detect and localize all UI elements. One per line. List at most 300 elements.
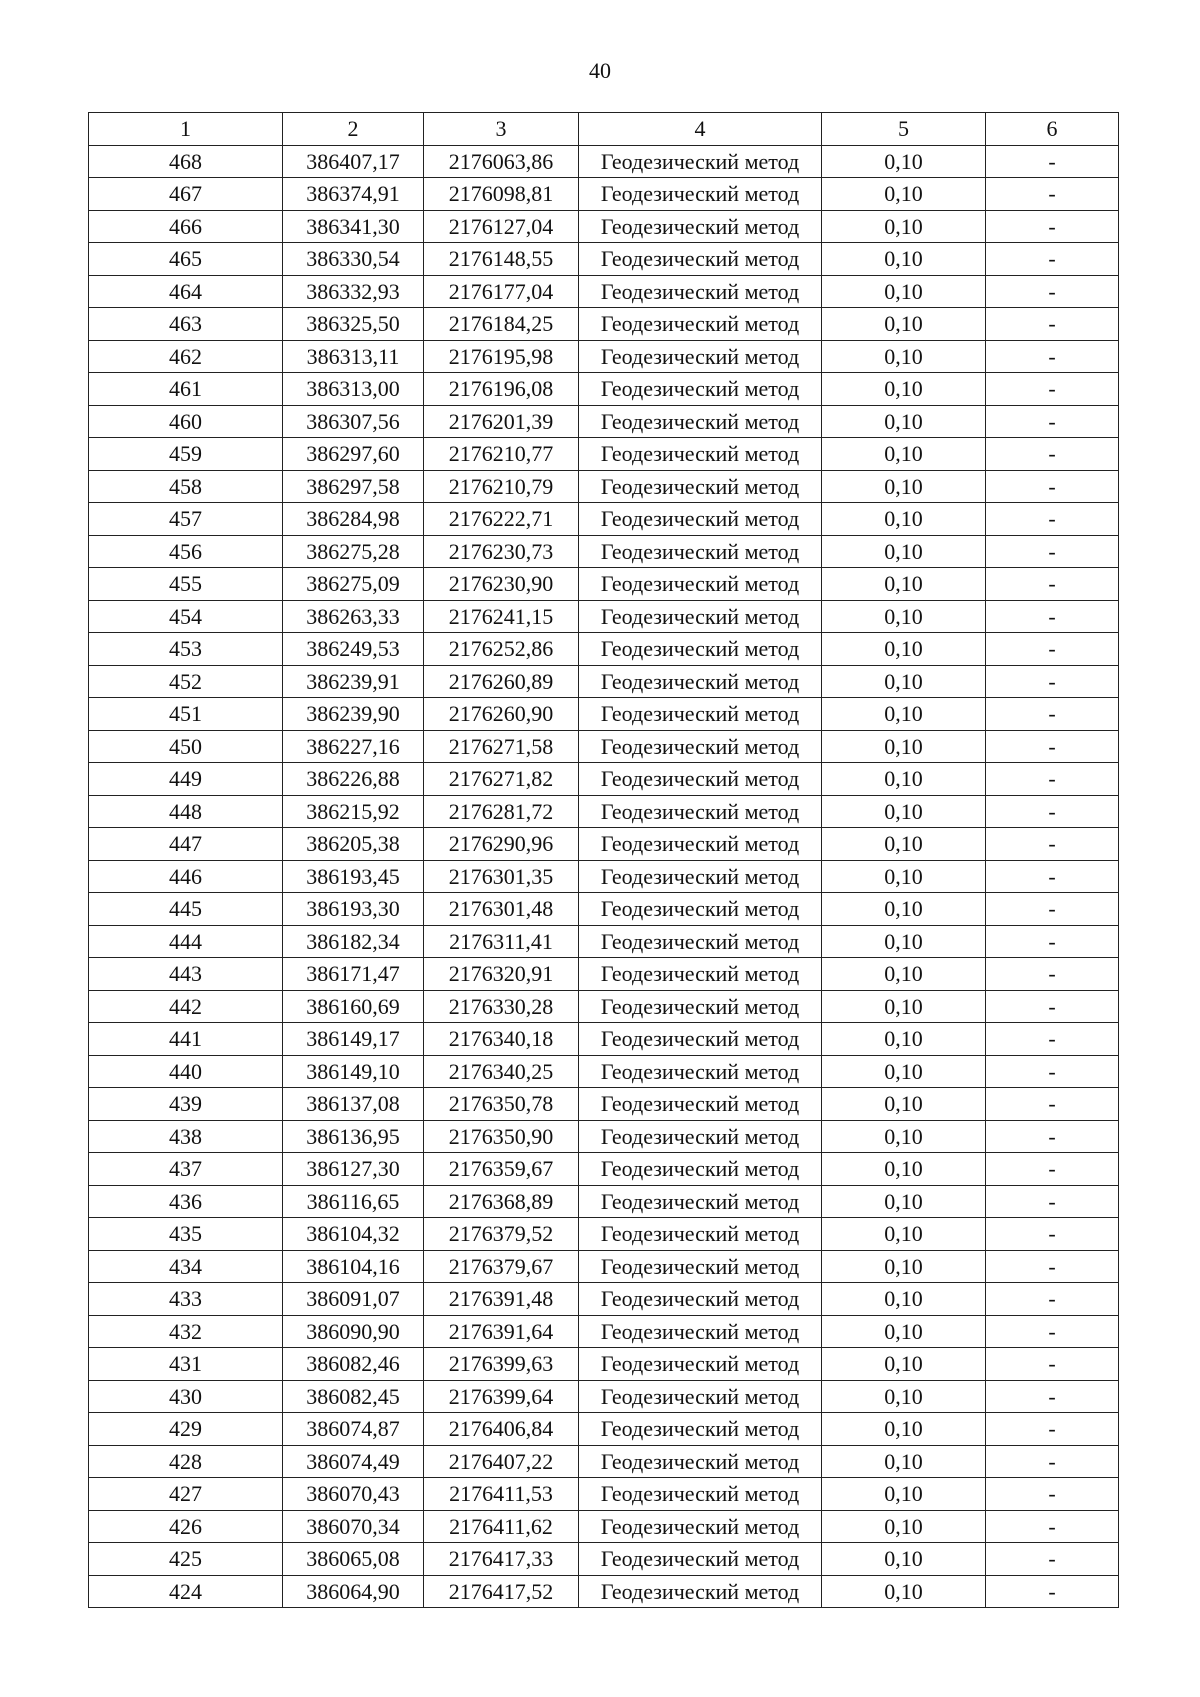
point-number-cell: 438 — [89, 1120, 283, 1153]
column-header: 5 — [822, 113, 986, 146]
accuracy-cell: 0,10 — [822, 340, 986, 373]
note-cell: - — [986, 1510, 1119, 1543]
accuracy-cell: 0,10 — [822, 1023, 986, 1056]
accuracy-cell: 0,10 — [822, 210, 986, 243]
accuracy-cell: 0,10 — [822, 373, 986, 406]
x-coordinate-cell: 386074,87 — [283, 1413, 424, 1446]
table-row — [89, 470, 1119, 503]
method-cell: Геодезический метод — [579, 405, 822, 438]
y-coordinate-cell: 2176222,71 — [424, 503, 579, 536]
method-cell: Геодезический метод — [579, 1153, 822, 1186]
point-number-cell: 429 — [89, 1413, 283, 1446]
y-coordinate-cell: 2176196,08 — [424, 373, 579, 406]
accuracy-cell: 0,10 — [822, 1575, 986, 1608]
x-coordinate-cell: 386330,54 — [283, 243, 424, 276]
method-cell: Геодезический метод — [579, 1478, 822, 1511]
accuracy-cell: 0,10 — [822, 275, 986, 308]
note-cell: - — [986, 1088, 1119, 1121]
table-row — [89, 1413, 1119, 1446]
accuracy-cell: 0,10 — [822, 828, 986, 861]
table-row — [89, 1250, 1119, 1283]
x-coordinate-cell: 386307,56 — [283, 405, 424, 438]
accuracy-cell: 0,10 — [822, 633, 986, 666]
table-row — [89, 1088, 1119, 1121]
y-coordinate-cell: 2176271,58 — [424, 730, 579, 763]
table-row — [89, 503, 1119, 536]
y-coordinate-cell: 2176350,78 — [424, 1088, 579, 1121]
note-cell: - — [986, 925, 1119, 958]
x-coordinate-cell: 386160,69 — [283, 990, 424, 1023]
point-number-cell: 426 — [89, 1510, 283, 1543]
note-cell: - — [986, 340, 1119, 373]
column-header: 1 — [89, 113, 283, 146]
x-coordinate-cell: 386263,33 — [283, 600, 424, 633]
table-row — [89, 860, 1119, 893]
point-number-cell: 434 — [89, 1250, 283, 1283]
accuracy-cell: 0,10 — [822, 1380, 986, 1413]
method-cell: Геодезический метод — [579, 1380, 822, 1413]
accuracy-cell: 0,10 — [822, 470, 986, 503]
point-number-cell: 450 — [89, 730, 283, 763]
y-coordinate-cell: 2176340,18 — [424, 1023, 579, 1056]
note-cell: - — [986, 958, 1119, 991]
accuracy-cell: 0,10 — [822, 1445, 986, 1478]
accuracy-cell: 0,10 — [822, 795, 986, 828]
note-cell: - — [986, 795, 1119, 828]
accuracy-cell: 0,10 — [822, 145, 986, 178]
x-coordinate-cell: 386070,34 — [283, 1510, 424, 1543]
x-coordinate-cell: 386182,34 — [283, 925, 424, 958]
x-coordinate-cell: 386226,88 — [283, 763, 424, 796]
method-cell: Геодезический метод — [579, 600, 822, 633]
note-cell: - — [986, 243, 1119, 276]
x-coordinate-cell: 386116,65 — [283, 1185, 424, 1218]
point-number-cell: 431 — [89, 1348, 283, 1381]
note-cell: - — [986, 1380, 1119, 1413]
table-row — [89, 1283, 1119, 1316]
y-coordinate-cell: 2176260,89 — [424, 665, 579, 698]
y-coordinate-cell: 2176252,86 — [424, 633, 579, 666]
accuracy-cell: 0,10 — [822, 1348, 986, 1381]
point-number-cell: 427 — [89, 1478, 283, 1511]
note-cell: - — [986, 405, 1119, 438]
note-cell: - — [986, 568, 1119, 601]
y-coordinate-cell: 2176301,48 — [424, 893, 579, 926]
x-coordinate-cell: 386082,46 — [283, 1348, 424, 1381]
y-coordinate-cell: 2176399,64 — [424, 1380, 579, 1413]
accuracy-cell: 0,10 — [822, 763, 986, 796]
table-row — [89, 893, 1119, 926]
accuracy-cell: 0,10 — [822, 178, 986, 211]
point-number-cell: 463 — [89, 308, 283, 341]
y-coordinate-cell: 2176330,28 — [424, 990, 579, 1023]
method-cell: Геодезический метод — [579, 1348, 822, 1381]
note-cell: - — [986, 210, 1119, 243]
accuracy-cell: 0,10 — [822, 600, 986, 633]
method-cell: Геодезический метод — [579, 990, 822, 1023]
table-row — [89, 1023, 1119, 1056]
header-row — [89, 113, 1119, 146]
method-cell: Геодезический метод — [579, 665, 822, 698]
method-cell: Геодезический метод — [579, 568, 822, 601]
accuracy-cell: 0,10 — [822, 893, 986, 926]
method-cell: Геодезический метод — [579, 730, 822, 763]
note-cell: - — [986, 1283, 1119, 1316]
table-row — [89, 210, 1119, 243]
method-cell: Геодезический метод — [579, 958, 822, 991]
y-coordinate-cell: 2176379,52 — [424, 1218, 579, 1251]
y-coordinate-cell: 2176098,81 — [424, 178, 579, 211]
accuracy-cell: 0,10 — [822, 1478, 986, 1511]
x-coordinate-cell: 386104,16 — [283, 1250, 424, 1283]
point-number-cell: 432 — [89, 1315, 283, 1348]
note-cell: - — [986, 1250, 1119, 1283]
column-header: 3 — [424, 113, 579, 146]
method-cell: Геодезический метод — [579, 1445, 822, 1478]
method-cell: Геодезический метод — [579, 795, 822, 828]
method-cell: Геодезический метод — [579, 828, 822, 861]
note-cell: - — [986, 145, 1119, 178]
x-coordinate-cell: 386065,08 — [283, 1543, 424, 1576]
column-header: 6 — [986, 113, 1119, 146]
y-coordinate-cell: 2176411,53 — [424, 1478, 579, 1511]
y-coordinate-cell: 2176195,98 — [424, 340, 579, 373]
point-number-cell: 457 — [89, 503, 283, 536]
table-row — [89, 730, 1119, 763]
x-coordinate-cell: 386297,58 — [283, 470, 424, 503]
note-cell: - — [986, 1185, 1119, 1218]
accuracy-cell: 0,10 — [822, 1120, 986, 1153]
x-coordinate-cell: 386313,00 — [283, 373, 424, 406]
note-cell: - — [986, 308, 1119, 341]
y-coordinate-cell: 2176201,39 — [424, 405, 579, 438]
note-cell: - — [986, 1023, 1119, 1056]
table-row — [89, 1510, 1119, 1543]
y-coordinate-cell: 2176391,48 — [424, 1283, 579, 1316]
point-number-cell: 462 — [89, 340, 283, 373]
table-row — [89, 1218, 1119, 1251]
method-cell: Геодезический метод — [579, 1413, 822, 1446]
y-coordinate-cell: 2176391,64 — [424, 1315, 579, 1348]
x-coordinate-cell: 386149,10 — [283, 1055, 424, 1088]
method-cell: Геодезический метод — [579, 340, 822, 373]
x-coordinate-cell: 386297,60 — [283, 438, 424, 471]
y-coordinate-cell: 2176301,35 — [424, 860, 579, 893]
x-coordinate-cell: 386275,09 — [283, 568, 424, 601]
accuracy-cell: 0,10 — [822, 438, 986, 471]
x-coordinate-cell: 386064,90 — [283, 1575, 424, 1608]
x-coordinate-cell: 386374,91 — [283, 178, 424, 211]
note-cell: - — [986, 893, 1119, 926]
y-coordinate-cell: 2176063,86 — [424, 145, 579, 178]
x-coordinate-cell: 386407,17 — [283, 145, 424, 178]
note-cell: - — [986, 600, 1119, 633]
note-cell: - — [986, 1153, 1119, 1186]
method-cell: Геодезический метод — [579, 145, 822, 178]
note-cell: - — [986, 633, 1119, 666]
y-coordinate-cell: 2176368,89 — [424, 1185, 579, 1218]
x-coordinate-cell: 386332,93 — [283, 275, 424, 308]
table-row — [89, 925, 1119, 958]
note-cell: - — [986, 503, 1119, 536]
y-coordinate-cell: 2176230,90 — [424, 568, 579, 601]
x-coordinate-cell: 386149,17 — [283, 1023, 424, 1056]
y-coordinate-cell: 2176350,90 — [424, 1120, 579, 1153]
table-row — [89, 633, 1119, 666]
note-cell: - — [986, 1315, 1119, 1348]
x-coordinate-cell: 386082,45 — [283, 1380, 424, 1413]
point-number-cell: 468 — [89, 145, 283, 178]
y-coordinate-cell: 2176290,96 — [424, 828, 579, 861]
note-cell: - — [986, 1478, 1119, 1511]
note-cell: - — [986, 438, 1119, 471]
table-row — [89, 308, 1119, 341]
point-number-cell: 437 — [89, 1153, 283, 1186]
point-number-cell: 458 — [89, 470, 283, 503]
accuracy-cell: 0,10 — [822, 1055, 986, 1088]
accuracy-cell: 0,10 — [822, 1088, 986, 1121]
point-number-cell: 452 — [89, 665, 283, 698]
x-coordinate-cell: 386239,90 — [283, 698, 424, 731]
y-coordinate-cell: 2176311,41 — [424, 925, 579, 958]
method-cell: Геодезический метод — [579, 1088, 822, 1121]
note-cell: - — [986, 1055, 1119, 1088]
method-cell: Геодезический метод — [579, 1575, 822, 1608]
x-coordinate-cell: 386284,98 — [283, 503, 424, 536]
x-coordinate-cell: 386137,08 — [283, 1088, 424, 1121]
accuracy-cell: 0,10 — [822, 1153, 986, 1186]
accuracy-cell: 0,10 — [822, 990, 986, 1023]
method-cell: Геодезический метод — [579, 210, 822, 243]
point-number-cell: 435 — [89, 1218, 283, 1251]
method-cell: Геодезический метод — [579, 763, 822, 796]
note-cell: - — [986, 990, 1119, 1023]
accuracy-cell: 0,10 — [822, 1283, 986, 1316]
note-cell: - — [986, 860, 1119, 893]
column-header: 2 — [283, 113, 424, 146]
table-header — [89, 113, 1119, 146]
accuracy-cell: 0,10 — [822, 925, 986, 958]
y-coordinate-cell: 2176399,63 — [424, 1348, 579, 1381]
method-cell: Геодезический метод — [579, 535, 822, 568]
x-coordinate-cell: 386074,49 — [283, 1445, 424, 1478]
table-row — [89, 1055, 1119, 1088]
table-row — [89, 1153, 1119, 1186]
method-cell: Геодезический метод — [579, 633, 822, 666]
accuracy-cell: 0,10 — [822, 1218, 986, 1251]
note-cell: - — [986, 1120, 1119, 1153]
table-row — [89, 243, 1119, 276]
accuracy-cell: 0,10 — [822, 405, 986, 438]
y-coordinate-cell: 2176411,62 — [424, 1510, 579, 1543]
x-coordinate-cell: 386313,11 — [283, 340, 424, 373]
table-row — [89, 600, 1119, 633]
method-cell: Геодезический метод — [579, 1185, 822, 1218]
x-coordinate-cell: 386090,90 — [283, 1315, 424, 1348]
method-cell: Геодезический метод — [579, 275, 822, 308]
x-coordinate-cell: 386171,47 — [283, 958, 424, 991]
y-coordinate-cell: 2176210,77 — [424, 438, 579, 471]
note-cell: - — [986, 730, 1119, 763]
method-cell: Геодезический метод — [579, 1218, 822, 1251]
table-row — [89, 535, 1119, 568]
x-coordinate-cell: 386193,30 — [283, 893, 424, 926]
accuracy-cell: 0,10 — [822, 860, 986, 893]
y-coordinate-cell: 2176406,84 — [424, 1413, 579, 1446]
method-cell: Геодезический метод — [579, 698, 822, 731]
point-number-cell: 446 — [89, 860, 283, 893]
method-cell: Геодезический метод — [579, 470, 822, 503]
point-number-cell: 428 — [89, 1445, 283, 1478]
note-cell: - — [986, 698, 1119, 731]
y-coordinate-cell: 2176320,91 — [424, 958, 579, 991]
x-coordinate-cell: 386275,28 — [283, 535, 424, 568]
note-cell: - — [986, 178, 1119, 211]
table-row — [89, 1543, 1119, 1576]
point-number-cell: 424 — [89, 1575, 283, 1608]
table-row — [89, 1380, 1119, 1413]
x-coordinate-cell: 386215,92 — [283, 795, 424, 828]
note-cell: - — [986, 373, 1119, 406]
x-coordinate-cell: 386104,32 — [283, 1218, 424, 1251]
accuracy-cell: 0,10 — [822, 1315, 986, 1348]
point-number-cell: 467 — [89, 178, 283, 211]
table-row — [89, 373, 1119, 406]
point-number-cell: 461 — [89, 373, 283, 406]
table-row — [89, 958, 1119, 991]
point-number-cell: 433 — [89, 1283, 283, 1316]
note-cell: - — [986, 1575, 1119, 1608]
y-coordinate-cell: 2176417,52 — [424, 1575, 579, 1608]
accuracy-cell: 0,10 — [822, 1510, 986, 1543]
x-coordinate-cell: 386341,30 — [283, 210, 424, 243]
point-number-cell: 445 — [89, 893, 283, 926]
note-cell: - — [986, 1413, 1119, 1446]
y-coordinate-cell: 2176210,79 — [424, 470, 579, 503]
y-coordinate-cell: 2176230,73 — [424, 535, 579, 568]
point-number-cell: 451 — [89, 698, 283, 731]
point-number-cell: 443 — [89, 958, 283, 991]
method-cell: Геодезический метод — [579, 1510, 822, 1543]
point-number-cell: 442 — [89, 990, 283, 1023]
note-cell: - — [986, 535, 1119, 568]
table-row — [89, 795, 1119, 828]
accuracy-cell: 0,10 — [822, 243, 986, 276]
method-cell: Геодезический метод — [579, 373, 822, 406]
column-header: 4 — [579, 113, 822, 146]
point-number-cell: 459 — [89, 438, 283, 471]
x-coordinate-cell: 386070,43 — [283, 1478, 424, 1511]
table-row — [89, 568, 1119, 601]
point-number-cell: 439 — [89, 1088, 283, 1121]
method-cell: Геодезический метод — [579, 1250, 822, 1283]
y-coordinate-cell: 2176417,33 — [424, 1543, 579, 1576]
accuracy-cell: 0,10 — [822, 1543, 986, 1576]
accuracy-cell: 0,10 — [822, 958, 986, 991]
method-cell: Геодезический метод — [579, 503, 822, 536]
point-number-cell: 430 — [89, 1380, 283, 1413]
point-number-cell: 436 — [89, 1185, 283, 1218]
table-row — [89, 828, 1119, 861]
point-number-cell: 454 — [89, 600, 283, 633]
table-row — [89, 438, 1119, 471]
accuracy-cell: 0,10 — [822, 1250, 986, 1283]
x-coordinate-cell: 386136,95 — [283, 1120, 424, 1153]
x-coordinate-cell: 386193,45 — [283, 860, 424, 893]
point-number-cell: 453 — [89, 633, 283, 666]
point-number-cell: 448 — [89, 795, 283, 828]
accuracy-cell: 0,10 — [822, 730, 986, 763]
point-number-cell: 466 — [89, 210, 283, 243]
accuracy-cell: 0,10 — [822, 698, 986, 731]
method-cell: Геодезический метод — [579, 860, 822, 893]
accuracy-cell: 0,10 — [822, 568, 986, 601]
y-coordinate-cell: 2176260,90 — [424, 698, 579, 731]
table-row — [89, 1185, 1119, 1218]
x-coordinate-cell: 386091,07 — [283, 1283, 424, 1316]
point-number-cell: 455 — [89, 568, 283, 601]
table-body — [89, 145, 1119, 1608]
note-cell: - — [986, 470, 1119, 503]
note-cell: - — [986, 828, 1119, 861]
y-coordinate-cell: 2176127,04 — [424, 210, 579, 243]
x-coordinate-cell: 386227,16 — [283, 730, 424, 763]
table-row — [89, 1445, 1119, 1478]
y-coordinate-cell: 2176359,67 — [424, 1153, 579, 1186]
table-row — [89, 665, 1119, 698]
method-cell: Геодезический метод — [579, 178, 822, 211]
accuracy-cell: 0,10 — [822, 308, 986, 341]
accuracy-cell: 0,10 — [822, 503, 986, 536]
coordinates-table — [88, 112, 1119, 1608]
note-cell: - — [986, 275, 1119, 308]
point-number-cell: 425 — [89, 1543, 283, 1576]
point-number-cell: 465 — [89, 243, 283, 276]
point-number-cell: 447 — [89, 828, 283, 861]
method-cell: Геодезический метод — [579, 308, 822, 341]
x-coordinate-cell: 386249,53 — [283, 633, 424, 666]
method-cell: Геодезический метод — [579, 925, 822, 958]
x-coordinate-cell: 386205,38 — [283, 828, 424, 861]
accuracy-cell: 0,10 — [822, 1185, 986, 1218]
table-row — [89, 145, 1119, 178]
table-row — [89, 990, 1119, 1023]
note-cell: - — [986, 1218, 1119, 1251]
x-coordinate-cell: 386325,50 — [283, 308, 424, 341]
method-cell: Геодезический метод — [579, 1023, 822, 1056]
y-coordinate-cell: 2176177,04 — [424, 275, 579, 308]
accuracy-cell: 0,10 — [822, 665, 986, 698]
method-cell: Геодезический метод — [579, 893, 822, 926]
x-coordinate-cell: 386127,30 — [283, 1153, 424, 1186]
note-cell: - — [986, 1348, 1119, 1381]
y-coordinate-cell: 2176407,22 — [424, 1445, 579, 1478]
point-number-cell: 460 — [89, 405, 283, 438]
point-number-cell: 464 — [89, 275, 283, 308]
table-row — [89, 1575, 1119, 1608]
method-cell: Геодезический метод — [579, 1543, 822, 1576]
method-cell: Геодезический метод — [579, 1120, 822, 1153]
table-row — [89, 405, 1119, 438]
y-coordinate-cell: 2176271,82 — [424, 763, 579, 796]
table-row — [89, 1478, 1119, 1511]
y-coordinate-cell: 2176241,15 — [424, 600, 579, 633]
method-cell: Геодезический метод — [579, 1055, 822, 1088]
y-coordinate-cell: 2176281,72 — [424, 795, 579, 828]
point-number-cell: 449 — [89, 763, 283, 796]
x-coordinate-cell: 386239,91 — [283, 665, 424, 698]
accuracy-cell: 0,10 — [822, 1413, 986, 1446]
